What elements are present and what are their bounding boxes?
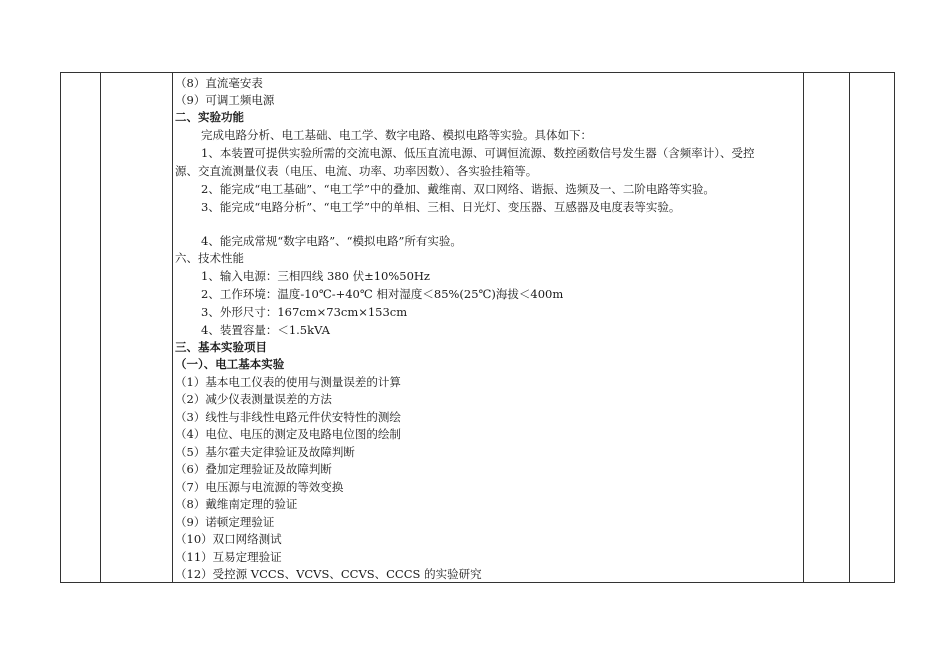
subsection-heading: （一）、电工基本实验 — [175, 357, 285, 371]
text-line: 1、本装置可提供实验所需的交流电源、低压直流电源、可调恒流源、数控函数信号发生器（含频率计）、受控 — [201, 146, 755, 160]
list-item: （2）减少仪表测量误差的方法 — [175, 392, 332, 406]
text-line: 3、外形尺寸：167cm×73cm×153cm — [201, 305, 408, 319]
text-line: 2、工作环境：温度-10℃-+40℃ 相对湿度＜85%(25℃)海拔＜400m — [201, 287, 564, 301]
column-divider-4 — [849, 73, 850, 582]
column-divider-2 — [172, 73, 173, 582]
list-item: （7）电压源与电流源的等效变换 — [175, 480, 344, 494]
description-cell — [175, 73, 803, 584]
list-item: （11）互易定理验证 — [175, 550, 282, 564]
text-line: 2、能完成“电工基础”、“电工学”中的叠加、戴维南、双口网络、谐振、选频及一、二阶电路等实验。 — [201, 182, 715, 196]
text-line: 源、交直流测量仪表（电压、电流、功率、功率因数）、各实验挂箱等。 — [175, 164, 538, 178]
text-line: 4、能完成常规“数字电路”、“模拟电路”所有实验。 — [201, 234, 462, 248]
section-heading: 六、技术性能 — [175, 251, 244, 265]
section-heading: 三、基本实验项目 — [175, 340, 267, 354]
list-item: （8）戴维南定理的验证 — [175, 497, 298, 511]
list-item: （5）基尔霍夫定律验证及故障判断 — [175, 445, 355, 459]
section-heading: 二、实验功能 — [175, 110, 244, 124]
column-divider-3 — [803, 73, 804, 582]
text-line: 4、装置容量：＜1.5kVA — [201, 323, 330, 337]
list-item: （3）线性与非线性电路元件伏安特性的测绘 — [175, 410, 401, 424]
spec-table — [60, 72, 895, 583]
text-line: 3、能完成“电路分析”、“电工学”中的单相、三相、日光灯、变压器、互感器及电度表等实验。 — [201, 200, 681, 214]
text-line: （9）可调工频电源 — [175, 93, 275, 107]
column-divider-1 — [100, 73, 101, 582]
list-item: （12）受控源 VCCS、VCVS、CCVS、CCCS 的实验研究 — [175, 567, 482, 581]
list-item: （10）双口网络测试 — [175, 532, 282, 546]
text-line: （8）直流毫安表 — [175, 76, 263, 90]
list-item: （9）诺顿定理验证 — [175, 515, 275, 529]
text-line: 1、输入电源：三相四线 380 伏±10%50Hz — [201, 269, 430, 283]
text-line: 完成电路分析、电工基础、电工学、数字电路、模拟电路等实验。具体如下： — [201, 128, 592, 142]
list-item: （4）电位、电压的测定及电路电位图的绘制 — [175, 427, 401, 441]
list-item: （6）叠加定理验证及故障判断 — [175, 462, 332, 476]
list-item: （1）基本电工仪表的使用与测量误差的计算 — [175, 375, 401, 389]
